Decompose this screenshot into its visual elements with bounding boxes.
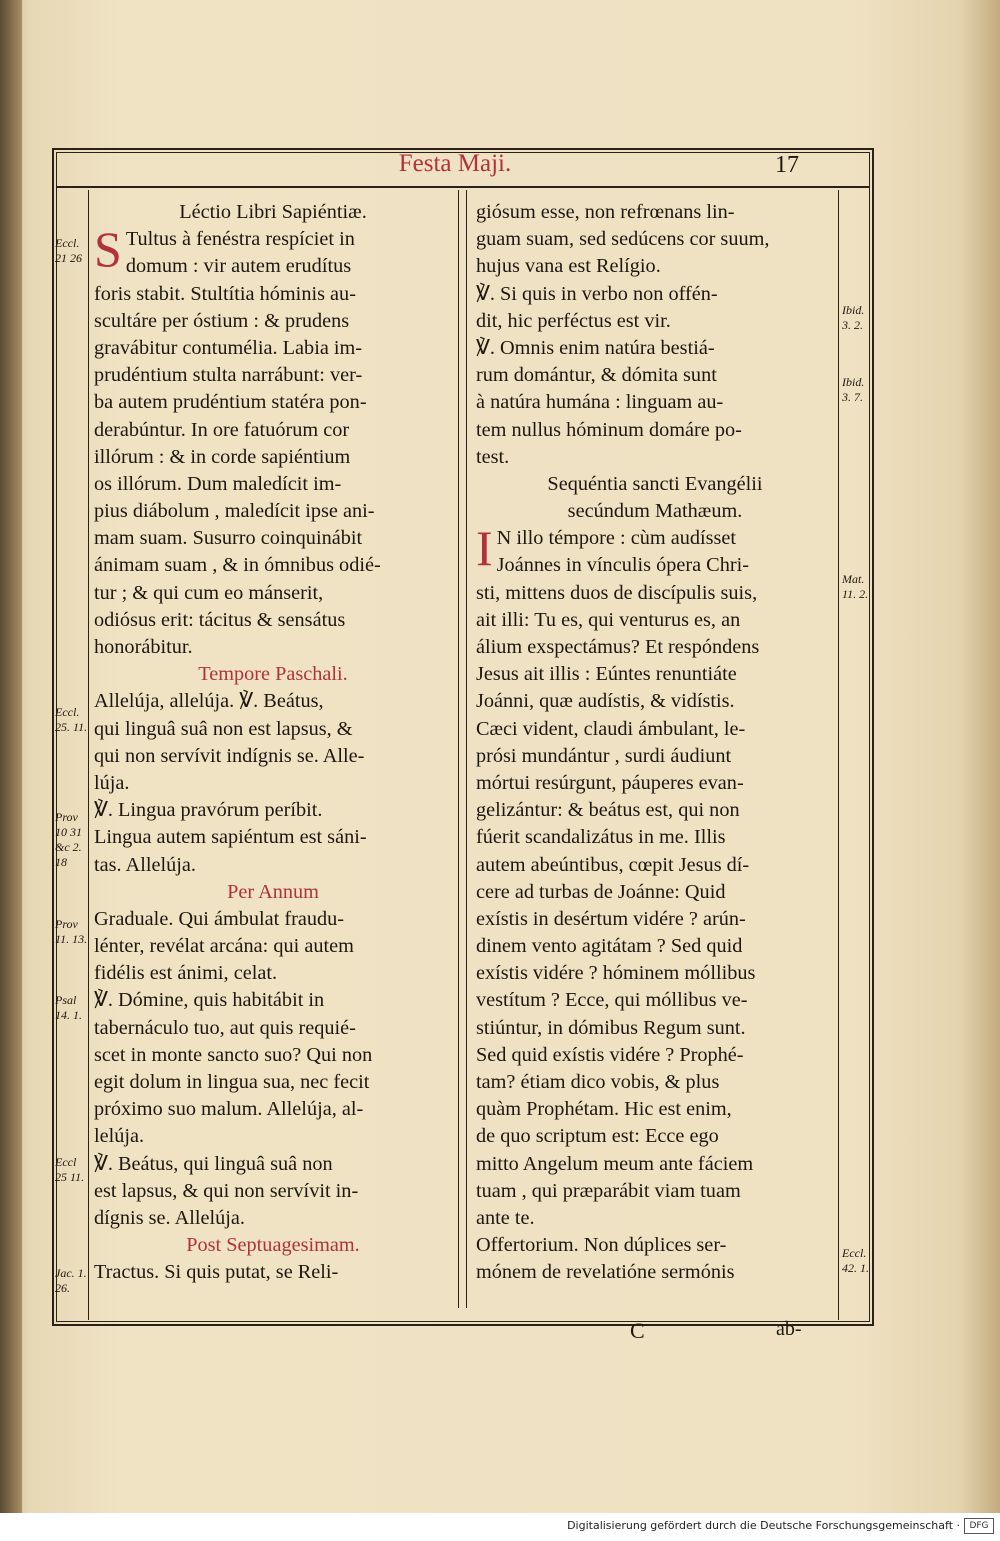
text-line <box>476 1069 834 1096</box>
line-text: scet in monte sancto suo? Qui non <box>94 1043 373 1066</box>
text-line <box>476 580 834 607</box>
line-text: Post Septuagesimam. <box>186 1234 360 1257</box>
scripture-reference: Jac. 1. 26. <box>55 1266 87 1295</box>
text-line <box>476 444 834 471</box>
digitization-note: Digitalisierung gefördert durch die Deutsche Forschungsgemeinschaft · <box>567 1519 960 1532</box>
line-text: vestítum ? Ecce, qui móllibus ve- <box>476 989 748 1012</box>
text-line <box>476 987 834 1014</box>
line-text: prudéntium stulta narrábunt: ver- <box>94 364 363 387</box>
line-text: Joánni, quæ audístis, & vidístis. <box>476 690 735 713</box>
text-line <box>476 797 834 824</box>
text-line <box>476 1096 834 1123</box>
line-text: Cæci vident, claudi ámbulant, le- <box>476 717 746 740</box>
text-line <box>476 1015 834 1042</box>
text-line <box>94 389 452 416</box>
text-line <box>476 226 834 253</box>
drop-capital: I <box>476 520 493 577</box>
line-text: scultáre per óstium : & prudens <box>94 309 350 332</box>
line-text: tem nullus hóminum domáre po- <box>476 418 742 441</box>
line-text: álium exspectámus? Et respóndens <box>476 636 760 658</box>
line-text: Per Annum <box>227 880 319 903</box>
line-text: foris stabit. Stultítia hóminis au- <box>94 282 356 305</box>
text-line <box>94 580 452 607</box>
line-text: ℣. Si quis in verbo non offén- <box>476 282 718 305</box>
line-text: Sed quid exístis vidére ? Prophé- <box>476 1043 744 1066</box>
line-text: ℣. Lingua pravórum períbit. <box>94 799 323 822</box>
text-line <box>94 199 452 226</box>
text-line <box>94 1096 452 1123</box>
line-text: lelúja. <box>94 1125 145 1148</box>
text-line <box>94 797 452 824</box>
line-text: ℣. Dómine, quis habitábit in <box>94 989 325 1012</box>
line-text: stiúntur, in dómibus Regum sunt. <box>476 1016 746 1039</box>
text-line <box>94 1123 452 1150</box>
page-title: Festa Maji. <box>398 150 512 177</box>
text-line <box>476 1123 834 1150</box>
line-text: derabúntur. In ore fatuórum cor <box>94 418 350 441</box>
text-line <box>476 743 834 770</box>
line-text: Graduale. Qui ámbulat fraudu- <box>94 907 345 930</box>
text-line <box>497 552 834 579</box>
line-text: Léctio Libri Sapiéntiæ. <box>179 201 367 223</box>
line-text: prósi mundántur , surdi áudiunt <box>476 744 732 767</box>
line-text: tam? étiam dico vobis, & plus <box>476 1071 720 1093</box>
text-line <box>94 444 452 471</box>
scripture-reference: Eccl. 42. 1. <box>842 1246 869 1275</box>
page-number: 17 <box>775 152 799 178</box>
left-margin-rule <box>88 190 89 1320</box>
text-line <box>94 607 452 634</box>
book-binding <box>0 0 22 1541</box>
text-line <box>476 281 834 308</box>
text-line <box>476 1042 834 1069</box>
text-line <box>94 634 452 661</box>
text-line <box>94 1151 452 1178</box>
line-text: cere ad turbas de Joánne: Quid <box>476 880 726 903</box>
line-text: odiósus erit: tácitus & sensátus <box>94 608 346 631</box>
line-text: illórum : & in corde sapiéntium <box>94 445 351 468</box>
text-line <box>94 688 452 715</box>
catchword: ab- <box>776 1318 802 1340</box>
line-text: gravábitur contumélia. Labia im- <box>94 336 363 359</box>
text-line <box>94 879 452 906</box>
signature-mark: C <box>630 1318 645 1343</box>
right-column <box>476 199 834 1287</box>
line-text: tur ; & qui cum eo mánserit, <box>94 581 324 604</box>
line-text: tuam , qui præparábit viam tuam <box>476 1179 741 1202</box>
text-line <box>94 498 452 525</box>
text-line <box>94 1259 452 1286</box>
line-text: fidélis est ánimi, celat. <box>94 962 278 985</box>
text-line <box>94 1178 452 1205</box>
line-text: próximo suo malum. Allelúja, al- <box>94 1098 364 1121</box>
scripture-reference: Ibid. 3. 2. <box>842 303 865 332</box>
line-text: lúja. <box>94 771 130 794</box>
text-line <box>476 199 834 226</box>
line-text: exístis vidére ? hóminem móllibus <box>476 962 756 985</box>
text-line <box>94 824 452 851</box>
text-line <box>94 743 452 770</box>
line-text: os illórum. Dum maledícit im- <box>94 472 342 495</box>
line-text: dinem vento agitátam ? Sed quid <box>476 935 743 958</box>
line-text: est lapsus, & qui non servívit in- <box>94 1179 359 1202</box>
line-text: lénter, revélat arcána: qui autem <box>94 935 354 958</box>
line-text: autem abeúntibus, cœpit Jesus dí- <box>476 853 750 876</box>
line-text: giósum esse, non refrœnans lin- <box>476 201 735 223</box>
text-line <box>94 417 452 444</box>
line-text: ℣. Beátus, qui linguâ suâ non <box>94 1152 333 1175</box>
line-text: ante te. <box>476 1206 535 1229</box>
line-text: secúndum Mathæum. <box>567 500 743 523</box>
text-line <box>476 661 834 688</box>
text-line <box>476 335 834 362</box>
scripture-reference: Prov 10 31 &c 2. 18 <box>55 810 82 869</box>
line-text: Joánnes in vínculis ópera Chri- <box>496 554 749 577</box>
line-text: ba autem prudéntium statéra pon- <box>94 391 367 414</box>
text-line <box>94 933 452 960</box>
line-text: ait illi: Tu es, qui venturus es, an <box>476 608 741 631</box>
text-line <box>476 688 834 715</box>
text-line <box>476 852 834 879</box>
text-line <box>476 1232 834 1259</box>
text-line <box>476 879 834 906</box>
scripture-reference: Prov 11. 13. <box>55 917 88 946</box>
line-text: pius diábolum , maledícit ipse ani- <box>94 500 375 523</box>
text-line <box>476 1151 834 1178</box>
left-column <box>94 199 452 1287</box>
column-divider-left <box>458 190 459 1308</box>
text-line <box>476 770 834 797</box>
dfg-logo: DFG <box>964 1518 994 1534</box>
text-line <box>94 1069 452 1096</box>
text-line <box>476 417 834 444</box>
line-text: Allelúja, allelúja. ℣. Beátus, <box>94 690 324 713</box>
line-text: Tempore Paschali. <box>198 663 348 686</box>
line-text: ánimam suam , & in ómnibus odié- <box>94 554 381 577</box>
text-line <box>476 824 834 851</box>
header-rule <box>56 186 870 188</box>
scripture-reference: Psal 14. 1. <box>55 993 82 1022</box>
line-text: quàm Prophétam. Hic est enim, <box>476 1098 732 1121</box>
line-text: Tultus à fenéstra respíciet in <box>125 228 355 251</box>
text-line <box>94 362 452 389</box>
text-line <box>94 906 452 933</box>
line-text: rum domántur, & dómita sunt <box>476 364 717 387</box>
scripture-reference: Eccl 25 11. <box>55 1155 85 1184</box>
digitization-footer <box>0 1513 1000 1541</box>
line-text: mónem de revelatióne sermónis <box>476 1261 735 1284</box>
line-text: à natúra humána : linguam au- <box>476 391 724 414</box>
text-line <box>476 389 834 416</box>
text-line <box>94 308 452 335</box>
line-text: mitto Angelum meum ante fáciem <box>476 1152 754 1175</box>
text-line <box>476 308 834 335</box>
text-line <box>94 987 452 1014</box>
text-line <box>476 498 834 525</box>
text-line <box>94 770 452 797</box>
line-text: hujus vana est Relígio. <box>476 255 661 278</box>
right-margin-rule <box>838 190 839 1320</box>
scripture-reference: Mat. 11. 2. <box>842 572 869 601</box>
line-text: test. <box>476 445 510 468</box>
text-line <box>94 1205 452 1232</box>
text-line <box>94 281 452 308</box>
text-line <box>94 716 452 743</box>
line-text: tas. Allelúja. <box>94 853 196 876</box>
line-text: sti, mittens duos de discípulis suis, <box>476 581 758 604</box>
text-line <box>94 335 452 362</box>
line-text: egit dolum in lingua sua, nec fecit <box>94 1071 370 1093</box>
text-line <box>94 1232 452 1259</box>
text-line <box>94 471 452 498</box>
text-line <box>476 471 834 498</box>
scripture-reference: Eccl. 25. 11. <box>55 705 88 734</box>
text-line <box>94 1015 452 1042</box>
text-line <box>94 661 452 688</box>
scripture-reference: Eccl. 21 26 <box>55 236 82 265</box>
text-line <box>94 552 452 579</box>
column-divider-right <box>466 190 467 1308</box>
drop-capital: S <box>94 221 122 278</box>
line-text: qui linguâ suâ non est lapsus, & <box>94 717 353 740</box>
text-line <box>94 1042 452 1069</box>
scripture-reference: Ibid. 3. 7. <box>842 375 865 404</box>
line-text: mam suam. Susurro coinquinábit <box>94 527 363 550</box>
text-line <box>94 852 452 879</box>
text-line <box>94 960 452 987</box>
line-text: exístis in desértum vidére ? arún- <box>476 907 746 930</box>
line-text: dit, hic perféctus est vir. <box>476 309 671 332</box>
text-line <box>476 1178 834 1205</box>
line-text: ℣. Omnis enim natúra bestiá- <box>476 336 715 359</box>
line-text: honorábitur. <box>94 636 193 658</box>
text-line <box>476 362 834 389</box>
text-line <box>94 525 452 552</box>
text-line <box>476 607 834 634</box>
line-text: de quo scriptum est: Ecce ego <box>476 1125 719 1148</box>
line-text: N illo témpore : cùm audísset <box>496 527 737 550</box>
text-line <box>476 960 834 987</box>
text-line <box>476 906 834 933</box>
text-line <box>476 634 834 661</box>
line-text: Lingua autem sapiéntum est sáni- <box>94 826 367 849</box>
line-text: domum : vir autem erudítus <box>125 255 352 278</box>
line-text: mórtui resúrgunt, páuperes evan- <box>476 771 744 794</box>
line-text: gelizántur: & beátus est, qui non <box>476 799 740 822</box>
line-text: qui non servívit indígnis se. Alle- <box>94 744 365 767</box>
line-text: Offertorium. Non dúplices ser- <box>476 1234 727 1257</box>
text-line <box>476 1259 834 1286</box>
line-text: guam suam, sed sedúcens cor suum, <box>476 228 770 251</box>
line-text: Jesus ait illis : Eúntes renuntiáte <box>476 663 737 686</box>
text-line <box>126 253 452 280</box>
line-text: Sequéntia sancti Evangélii <box>547 472 763 495</box>
line-text: dígnis se. Allelúja. <box>94 1206 245 1229</box>
text-line <box>476 933 834 960</box>
line-text: fúerit scandalizátus in me. Illis <box>476 826 726 849</box>
text-line <box>476 716 834 743</box>
text-line <box>476 1205 834 1232</box>
line-text: tabernáculo tuo, aut quis requié- <box>94 1016 356 1039</box>
text-line <box>476 253 834 280</box>
line-text: Tractus. Si quis putat, se Reli- <box>94 1261 339 1284</box>
